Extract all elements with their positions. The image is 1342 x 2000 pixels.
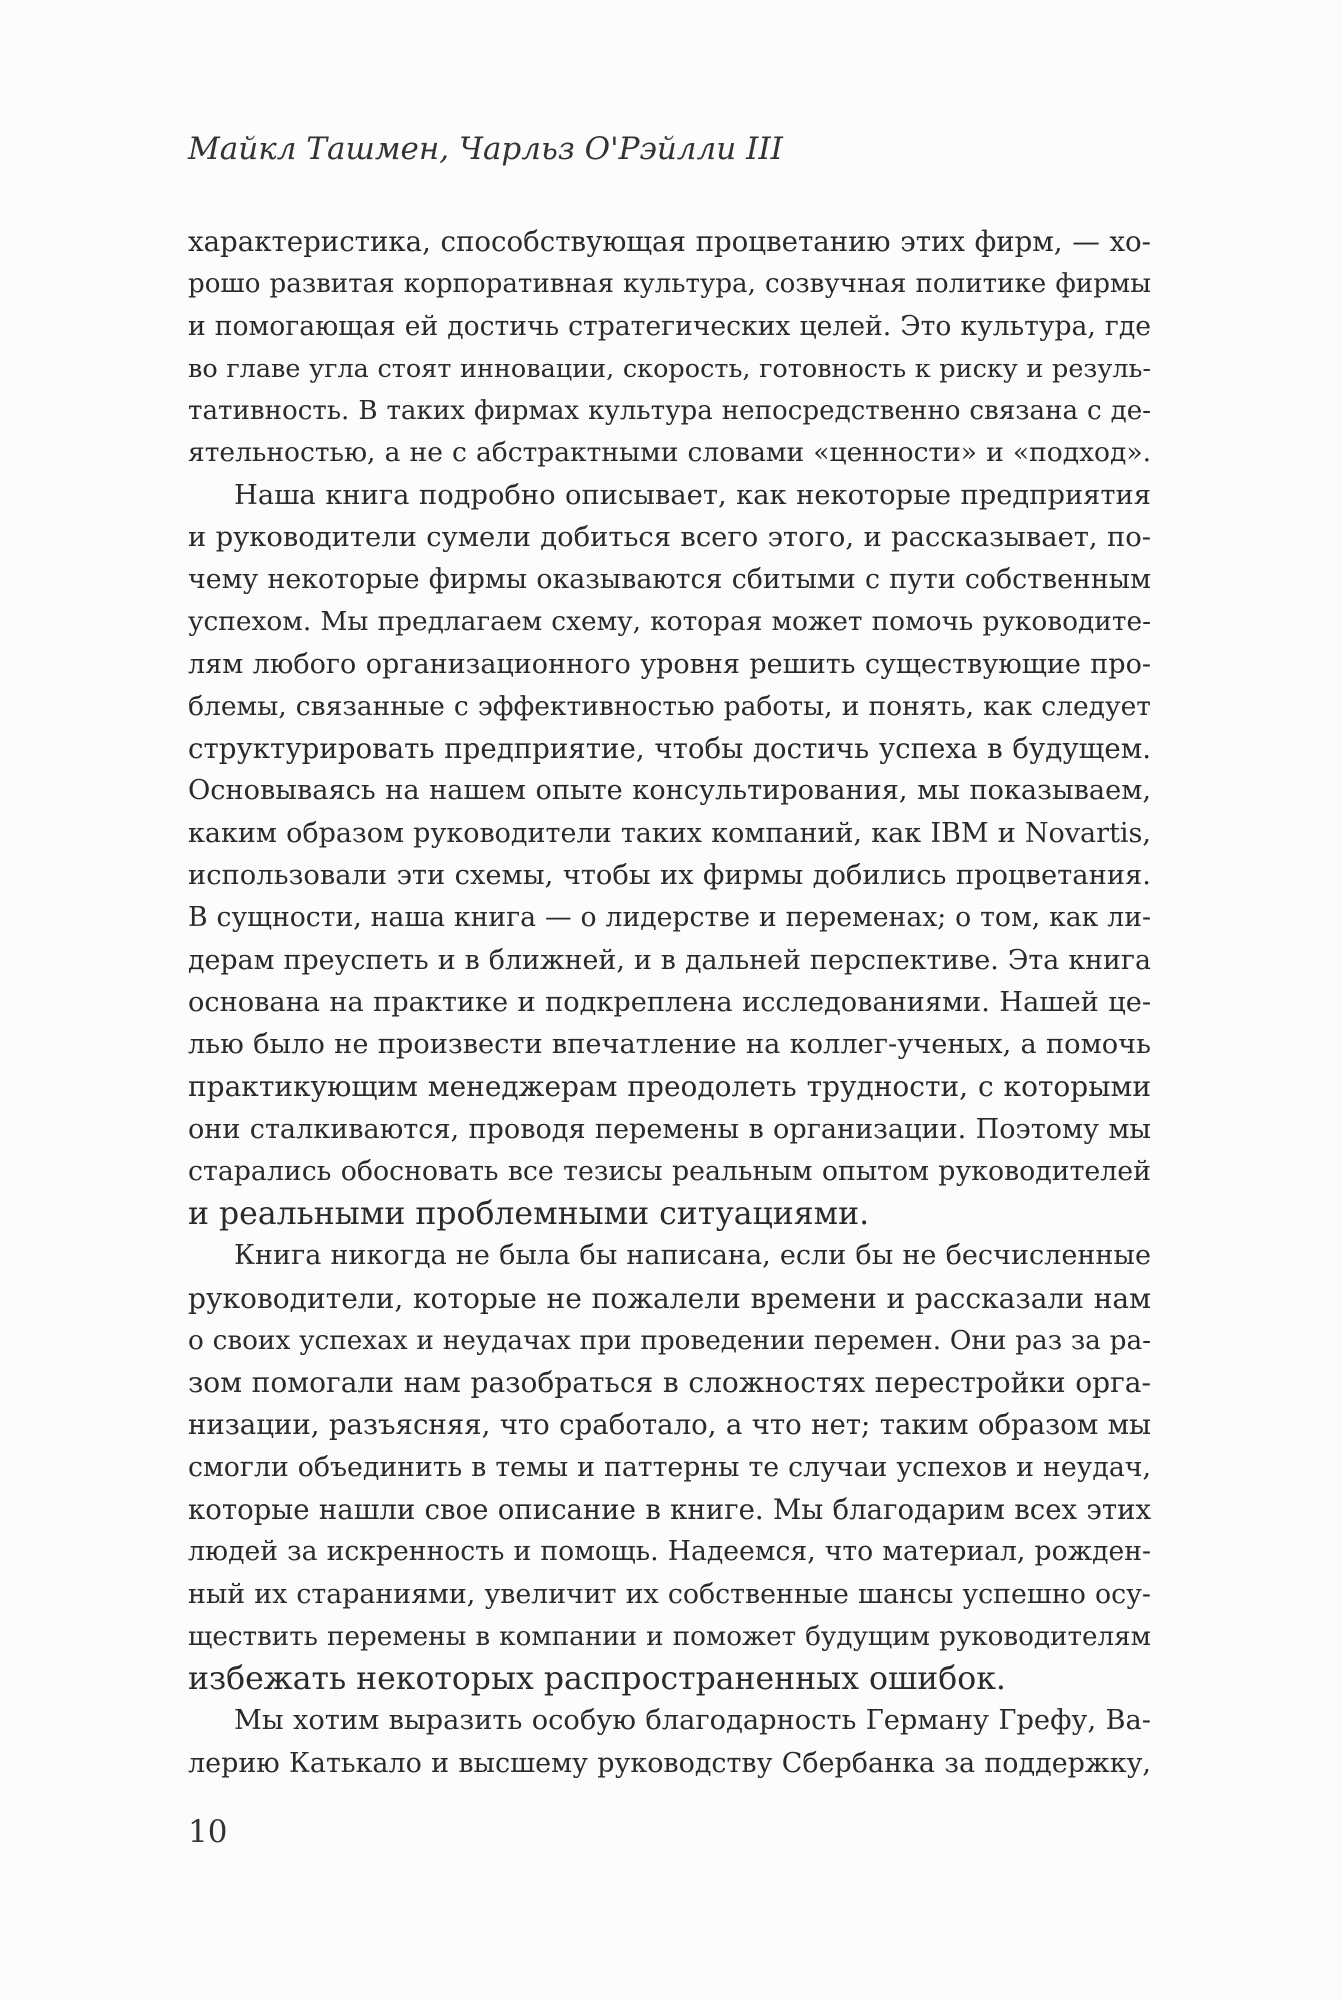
text-line: лям любого организационного уровня решить существующие про-	[188, 648, 1151, 680]
text-line: тативность. В таких фирмах культура непосредственно связана с де-	[188, 396, 1151, 427]
text-line: структурировать предприятие, чтобы достичь успеха в будущем.	[188, 732, 1151, 766]
text-line: во главе угла стоят инновации, скорость, готовность к риску и резуль-	[188, 353, 1151, 384]
text-line: каким образом руководители таких компаний, как IBM и Novartis,	[188, 817, 1151, 849]
text-line: руководители, которые не пожалели времени и рассказали нам	[188, 1281, 1151, 1315]
text-line: низации, разъясняя, что сработало, а что нет; таким образом мы	[188, 1408, 1151, 1442]
text-line: старались обосновать все тезисы реальным опытом руководителей	[188, 1155, 1151, 1187]
text-line: зом помогали нам разобраться в сложностях перестройки орга-	[188, 1366, 1151, 1400]
text-line: людей за искренность и помощь. Надеемся, что материал, рожден-	[188, 1536, 1151, 1568]
text-line: характеристика, способствующая процветанию этих фирм, — хо-	[188, 225, 1151, 258]
text-line: о своих успехах и неудачах при проведении перемен. Они раз за ра-	[188, 1325, 1151, 1356]
text-line: ществить перемены в компании и поможет будущим руководителям	[188, 1621, 1151, 1652]
text-line: ный их стараниями, увеличит их собственные шансы успешно осу-	[188, 1578, 1151, 1610]
body-text	[188, 221, 1151, 1785]
text-line: Основываясь на нашем опыте консультирования, мы показываем,	[188, 775, 1151, 807]
text-line: практикующим менеджерам преодолеть трудности, с которыми	[188, 1070, 1151, 1104]
text-line: чему некоторые фирмы оказываются сбитыми с пути собственным	[188, 564, 1151, 596]
text-line: и реальными проблемными ситуациями.	[188, 1196, 870, 1233]
text-line: избежать некоторых распространенных ошибок.	[188, 1661, 1006, 1698]
page-number: 10	[188, 1814, 228, 1850]
text-line: дерам преуспеть и в ближней, и в дальней перспективе. Эта книга	[188, 944, 1151, 976]
text-line: использовали эти схемы, чтобы их фирмы добились процветания.	[188, 859, 1151, 891]
text-line: Мы хотим выразить особую благодарность Герману Грефу, Ва-	[234, 1705, 1151, 1737]
text-line: блемы, связанные с эффективностью работы, и понять, как следует	[188, 690, 1151, 722]
text-line: и руководители сумели добиться всего этого, и рассказывает, по-	[188, 521, 1151, 553]
text-line: смогли объединить в темы и паттерны те случаи успехов и неудач,	[188, 1451, 1151, 1483]
text-line: лью было не произвести впечатление на коллег-ученых, а помочь	[188, 1029, 1151, 1061]
text-line: основана на практике и подкреплена исследованиями. Нашей це-	[188, 986, 1151, 1018]
text-line: рошо развитая корпоративная культура, созвучная политике фирмы	[188, 269, 1151, 300]
text-line: лерию Катькало и высшему руководству Сбербанка за поддержку,	[188, 1747, 1151, 1779]
text-line: которые нашли свое описание в книге. Мы благодарим всех этих	[188, 1492, 1151, 1526]
text-line: ятельностью, а не с абстрактными словами «ценности» и «подход».	[188, 437, 1151, 469]
text-line: Книга никогда не была бы написана, если бы не бесчисленные	[234, 1240, 1151, 1272]
text-line: они сталкиваются, проводя перемены в организации. Поэтому мы	[188, 1113, 1151, 1145]
text-line: и помогающая ей достичь стратегических целей. Это культура, где	[188, 310, 1151, 342]
text-line: В сущности, наша книга — о лидерстве и переменах; о том, как ли-	[188, 902, 1151, 934]
running-head: Майкл Ташмен, Чарльз О'Рэйлли III	[188, 131, 783, 167]
text-line: Наша книга подробно описывает, как некоторые предприятия	[234, 479, 1151, 511]
text-line: успехом. Мы предлагаем схему, которая может помочь руководите-	[188, 606, 1151, 638]
